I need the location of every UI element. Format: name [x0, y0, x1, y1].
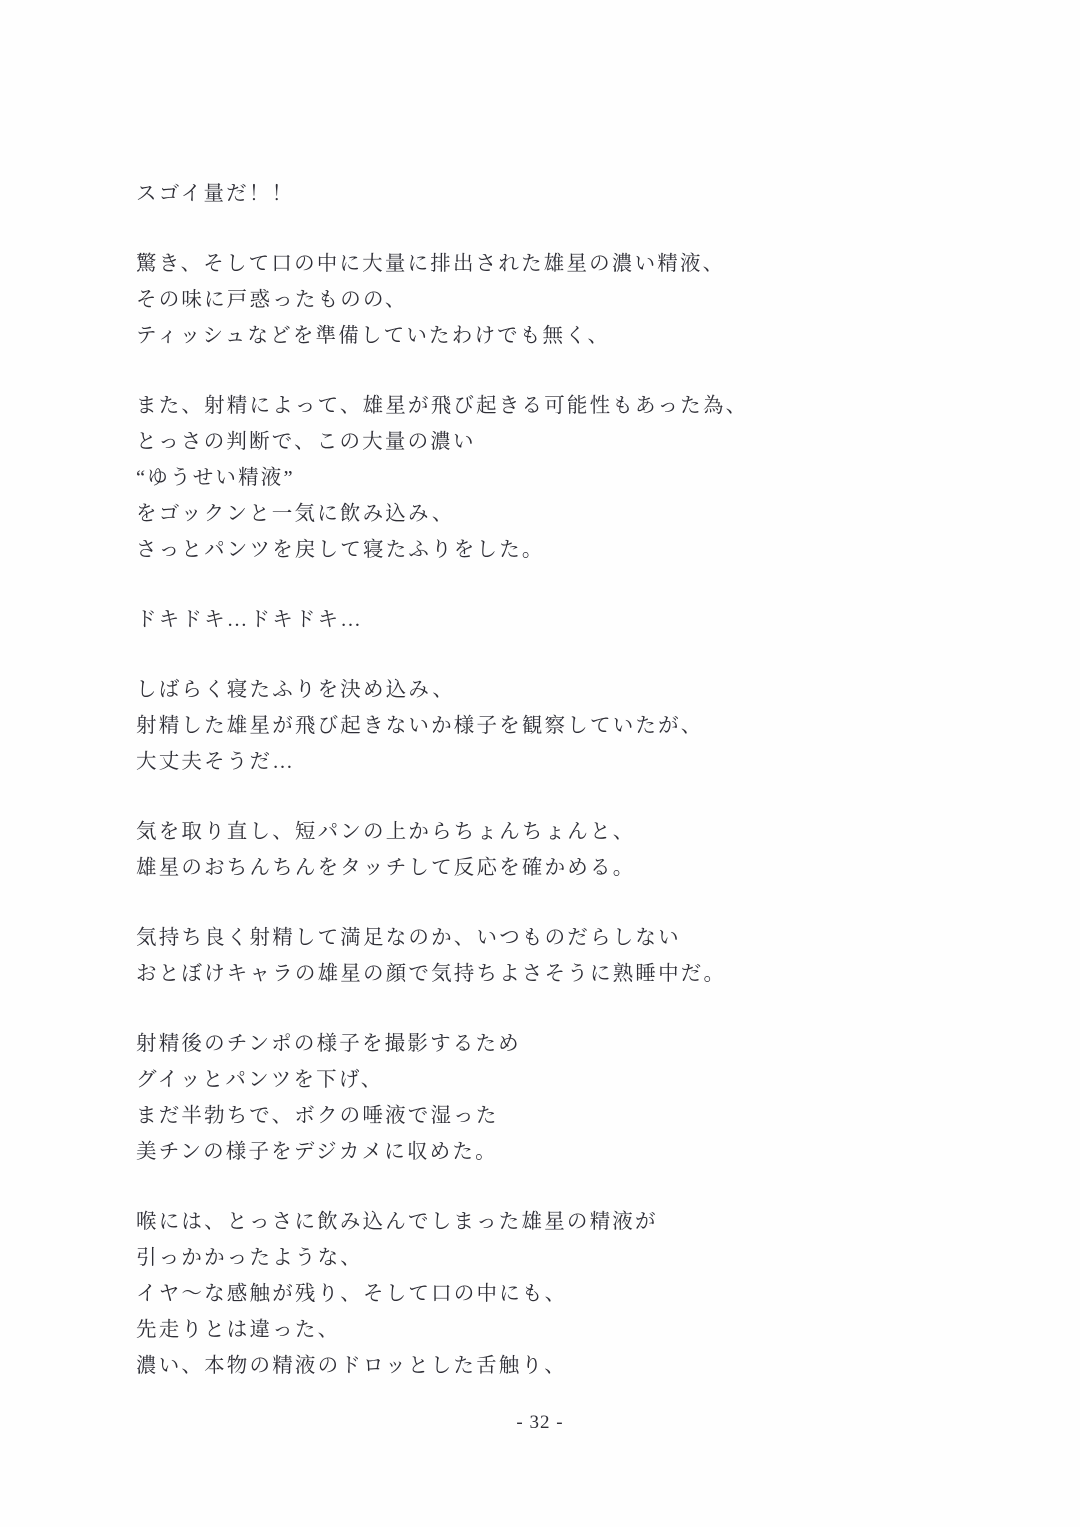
text-line: 射精した雄星が飛び起きないか様子を観察していたが、: [136, 715, 704, 737]
text-line: ティッシュなどを準備していたわけでも無く、: [136, 325, 611, 347]
paragraph: [136, 602, 956, 638]
body-text: [136, 176, 956, 1384]
text-line: 射精後のチンポの様子を撮影するため: [136, 1033, 521, 1055]
text-line: 美チンの様子をデジカメに収めた。: [136, 1141, 498, 1163]
text-line: 喉には、とっさに飲み込んでしまった雄星の精液が: [136, 1211, 658, 1233]
paragraph: [136, 388, 956, 568]
text-line: 先走りとは違った、: [136, 1319, 341, 1341]
text-line: その味に戸惑ったものの、: [136, 289, 408, 311]
text-line: 濃い、本物の精液のドロッとした舌触り、: [136, 1355, 567, 1377]
paragraph: [136, 1204, 956, 1384]
text-line: おとぼけキャラの雄星の顔で気持ちよさそうに熟睡中だ。: [136, 963, 727, 985]
text-line: また、射精によって、雄星が飛び起きる可能性もあった為、: [136, 395, 749, 417]
text-line: とっさの判断で、この大量の濃い: [136, 431, 476, 453]
text-line: 引っかかったような、: [136, 1247, 363, 1269]
text-line: グイッとパンツを下げ、: [136, 1069, 384, 1091]
text-line: さっとパンツを戻して寝たふりをした。: [136, 539, 545, 561]
paragraph: [136, 920, 956, 992]
text-line: 雄星のおちんちんをタッチして反応を確かめる。: [136, 857, 636, 879]
text-line: スゴイ量だ！！: [136, 183, 295, 205]
text-line: 大丈夫そうだ…: [136, 751, 295, 773]
text-line: 気持ち良く射精して満足なのか、いつものだらしない: [136, 927, 681, 949]
text-line: をゴックンと一気に飲み込み、: [136, 503, 455, 525]
paragraph: [136, 246, 956, 354]
text-line: 気を取り直し、短パンの上からちょんちょんと、: [136, 821, 636, 843]
page-number: - 32 -: [516, 1412, 564, 1433]
paragraph: [136, 672, 956, 780]
paragraph: [136, 176, 956, 212]
text-line: “ゆうせい精液”: [136, 467, 295, 489]
text-line: イヤ〜な感触が残り、そして口の中にも、: [136, 1283, 568, 1305]
text-line: 驚き、そして口の中に大量に排出された雄星の濃い精液、: [136, 253, 726, 275]
paragraph: [136, 1026, 956, 1170]
text-line: まだ半勃ちで、ボクの唾液で湿った: [136, 1105, 499, 1127]
text-line: しばらく寝たふりを決め込み、: [136, 679, 456, 701]
text-line: ドキドキ…ドキドキ…: [136, 609, 363, 631]
paragraph: [136, 814, 956, 886]
